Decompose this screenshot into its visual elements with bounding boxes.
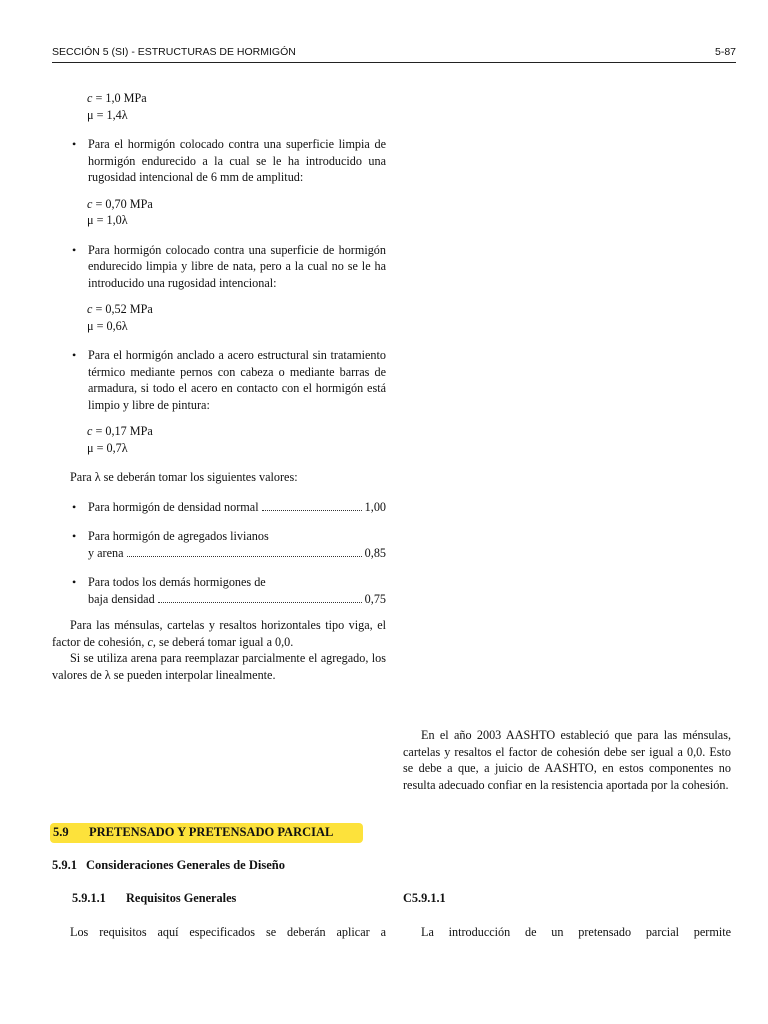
- section-number: 5.9.1: [52, 858, 77, 872]
- equation-block-2: [52, 196, 386, 229]
- bullet-icon: •: [72, 575, 77, 589]
- list-item: [52, 499, 386, 516]
- list-item: [52, 528, 386, 561]
- section-heading-5-9-1: [52, 858, 285, 873]
- dot-leader: [127, 555, 362, 557]
- cohesion-variable: c: [87, 196, 93, 211]
- cohesion-variable: c: [87, 302, 93, 316]
- dot-leader: [262, 509, 362, 511]
- requirements-paragraph: Los requisitos aquí especificados se deberán aplicar a: [70, 925, 386, 939]
- section-title: Requisitos Generales: [126, 891, 237, 905]
- commentary-paragraph-2: La introducción de un pretensado parcial permite: [421, 925, 731, 939]
- cohesion-variable: c: [87, 424, 93, 438]
- cohesion-variable: c: [87, 91, 93, 105]
- cohesion-value: = 0,70 MPa: [92, 196, 153, 211]
- lambda-value: 0,85: [364, 545, 386, 560]
- section-heading-5-9-1-1: [72, 891, 236, 906]
- lambda-value: 0,75: [364, 591, 386, 606]
- lambda-row: [88, 545, 386, 562]
- cohesion-value: = 1,0 MPa: [92, 91, 147, 105]
- cohesion-value: = 0,17 MPa: [92, 424, 153, 438]
- bullet-icon: •: [72, 499, 77, 514]
- list-item: [52, 136, 386, 186]
- bullet-text: Para el hormigón colocado contra una superficie limpia de hormigón endurecido a la cual se le ha introducido una rugosidad intencional de 6 mm de amplitud:: [88, 137, 386, 184]
- lambda-label: Para todos los demás hormigones de: [88, 575, 266, 589]
- bullet-text: Para el hormigón anclado a acero estructural sin tratamiento térmico mediante pernos con cabeza o mediante barras de armadura, si todo el acero en contacto con el hormigón está limpio y libre de pintura:: [88, 348, 386, 412]
- list-item: [52, 347, 386, 413]
- bullet-icon: •: [72, 137, 77, 151]
- equation-block-3: [52, 301, 386, 334]
- equation-block-4: [52, 423, 386, 456]
- list-item: [52, 574, 386, 607]
- cohesion-paragraph: Para las ménsulas, cartelas y resaltos horizontales tipo viga, el factor de cohesión, c, se deberá tomar igual a 0,0.: [52, 618, 386, 649]
- lambda-label-cont: baja densidad: [88, 591, 155, 606]
- commentary-paragraph: En el año 2003 AASHTO estableció que para las ménsulas, cartelas y resaltos el factor de cohesión debe ser igual a 0,0. Esto se debe a que, a juicio de AASHTO, en estos componentes no resulta adecuado confiar en la resistencia aportada por la cohesión.: [403, 728, 731, 792]
- left-column: [52, 90, 386, 683]
- dot-leader: [158, 601, 362, 603]
- page-number: 5-87: [714, 46, 736, 58]
- list-item: [52, 242, 386, 292]
- section-title: Consideraciones Generales de Diseño: [86, 858, 285, 872]
- header-section-title: SECCIÓN 5 (SI) - ESTRUCTURAS DE HORMIGÓN: [52, 46, 296, 58]
- commentary-heading: C5.9.1.1: [403, 891, 446, 905]
- cohesion-value: = 0,52 MPa: [92, 302, 153, 316]
- sand-paragraph: Si se utiliza arena para reemplazar parcialmente el agregado, los valores de λ se pueden interpolar linealmente.: [52, 651, 386, 682]
- lambda-label-cont: y arena: [88, 545, 124, 560]
- bullet-text: Para hormigón colocado contra una superficie de hormigón endurecido limpia y libre de nata, pero a la cual no se le ha introducido una rugosidad intencional:: [88, 242, 386, 290]
- lambda-label: Para hormigón de densidad normal: [88, 499, 259, 514]
- commentary-column: [403, 727, 731, 793]
- lambda-intro: Para λ se deberán tomar los siguientes valores:: [70, 470, 298, 484]
- page-header: [52, 44, 736, 63]
- lambda-label: Para hormigón de agregados livianos: [88, 529, 269, 543]
- section-number: 5.9: [53, 825, 69, 839]
- friction-value: μ = 1,4λ: [87, 107, 128, 122]
- lambda-row: [88, 591, 386, 608]
- bullet-icon: •: [72, 348, 77, 362]
- section-number: 5.9.1.1: [72, 891, 106, 905]
- equation-block-1: [52, 90, 386, 123]
- bullet-icon: •: [72, 242, 77, 257]
- cohesion-variable: c: [147, 634, 153, 649]
- lambda-row: [88, 499, 386, 516]
- friction-value: μ = 0,7λ: [87, 440, 128, 455]
- bullet-icon: •: [72, 529, 77, 543]
- section-heading-5-9: [50, 823, 363, 843]
- friction-value: μ = 1,0λ: [87, 213, 128, 227]
- friction-value: μ = 0,6λ: [87, 318, 128, 333]
- lambda-value: 1,00: [364, 499, 386, 514]
- section-title: PRETENSADO Y PRETENSADO PARCIAL: [89, 825, 334, 839]
